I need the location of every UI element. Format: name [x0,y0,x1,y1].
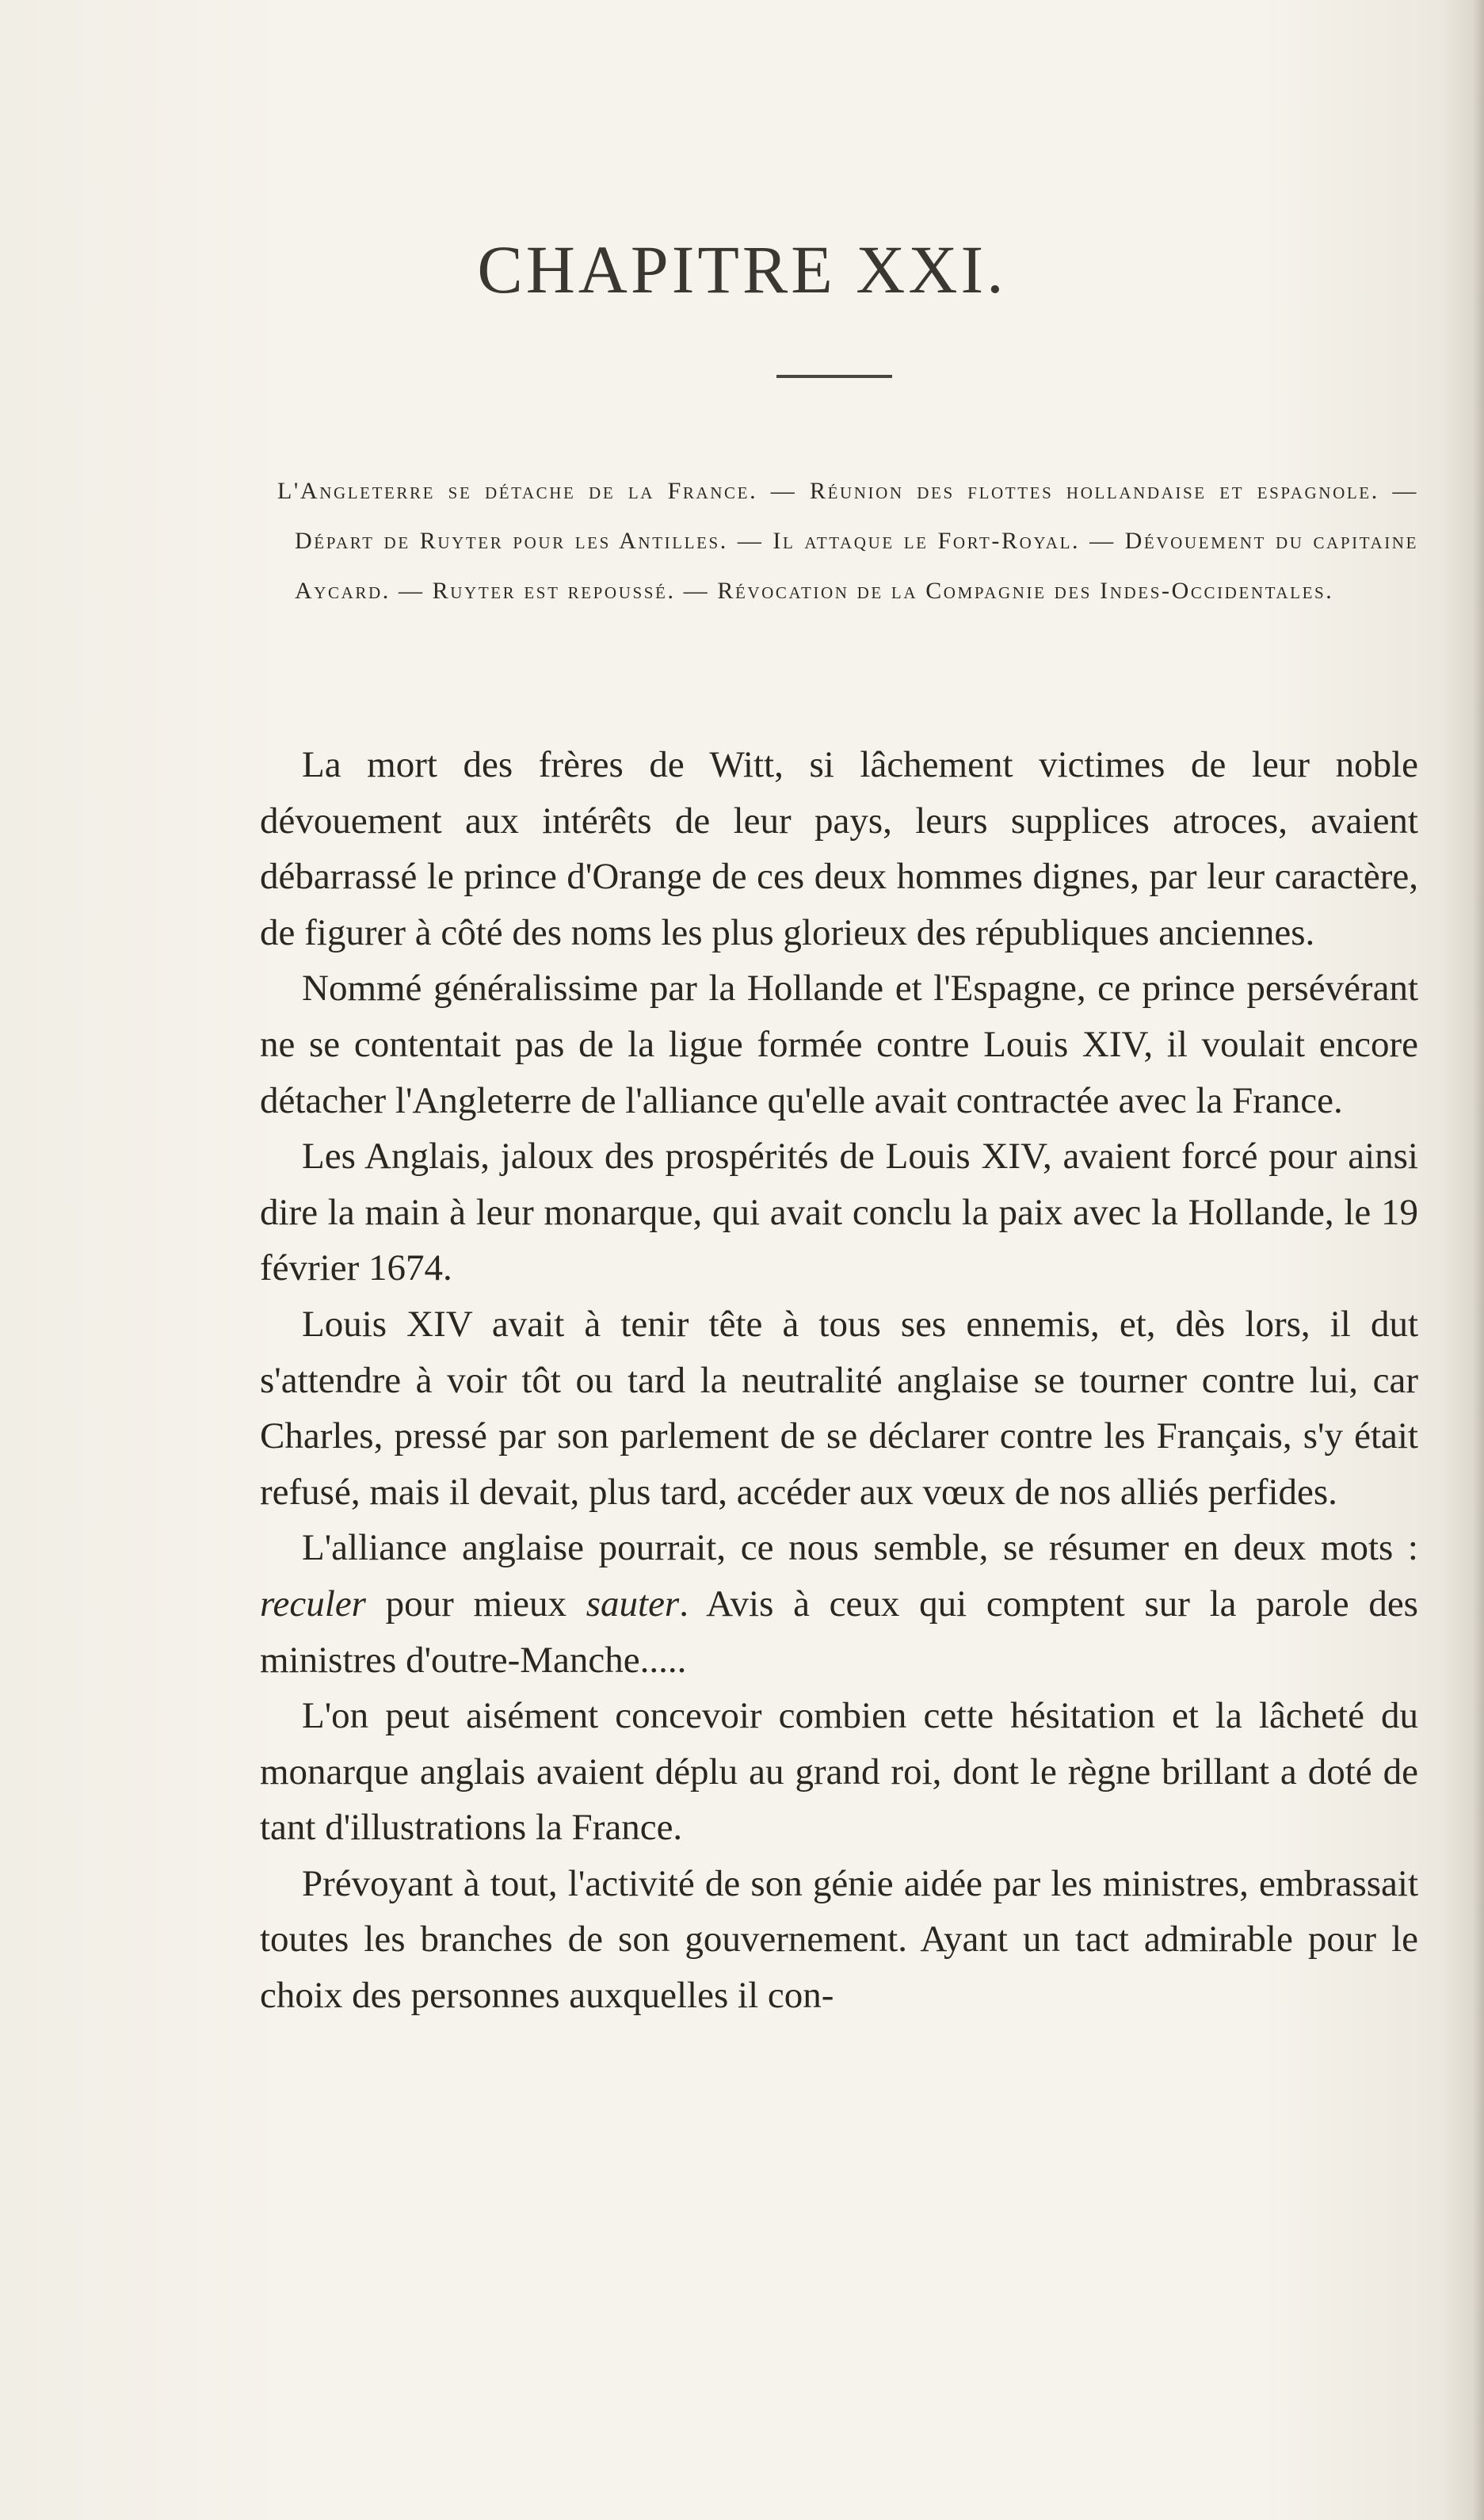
paragraph: Nommé généralissime par la Hollande et l'Espagne, ce prince persévérant ne se contentait pas de la ligue formée contre Louis XIV, il voulait encore détacher l'Angleterre de l'alliance qu'elle avait contractée avec la France. [260,968,1418,1121]
italic-word: reculer [260,1583,366,1625]
paragraph-text: L'alliance anglaise pourrait, ce nous semble, se résumer en deux mots : [302,1527,1418,1569]
paragraph: Louis XIV avait à tenir tête à tous ses ennemis, et, dès lors, il dut s'attendre à voir tôt ou tard la neutralité anglaise se tourner contre lui, car Charles, pressé par son parlement de se déclarer contre les Français, s'y était refusé, mais il devait, plus tard, accéder aux vœux de nos alliés perfides. [260,1303,1418,1513]
paragraph: Les Anglais, jaloux des prospérités de Louis XIV, avaient forcé pour ainsi dire la main à leur monarque, qui avait conclu la paix avec la Hollande, le 19 février 1674. [260,1136,1418,1289]
paragraph: Prévoyant à tout, l'activité de son génie aidée par les ministres, embrassait toutes les branches de son gouvernement. Ayant un tact admirable pour le choix des personnes auxquelles il con- [260,1862,1418,2017]
chapter-summary: L'Angleterre se détache de la France. — Réunion des flottes hollandaise et espagnole. — Départ de Ruyter pour les Antilles. — Il attaque le Fort-Royal. — Dévouement du capitaine Aycard. — Ruyter est repoussé. — Révocation de la Compagnie des Indes-Occidentales. [277,478,1418,604]
italic-word: sauter [586,1583,680,1625]
paragraph [260,1520,1418,1688]
paragraph-text: pour mieux [365,1583,586,1625]
paragraph: La mort des frères de Witt, si lâchement victimes de leur noble dévouement aux intérêts de leur pays, leurs supplices atroces, avaient débarrassé le prince d'Orange de ces deux hommes dignes, par leur caractère, de figurer à côté des noms les plus glorieux des républiques anciennes. [260,744,1418,953]
chapter-title: CHAPITRE XXI. [477,231,1007,307]
chapter-body [260,737,1418,2024]
title-divider [776,375,892,378]
paragraph: L'on peut aisément concevoir combien cette hésitation et la lâcheté du monarque anglais avaient déplu au grand roi, dont le règne brillant a doté de tant d'illustrations la France. [260,1695,1418,1849]
paragraph-text: . Avis à ceux qui comptent sur la parole des ministres d'outre-Manche..... [260,1583,1418,1681]
page-edge-shadow [1473,0,1484,2520]
